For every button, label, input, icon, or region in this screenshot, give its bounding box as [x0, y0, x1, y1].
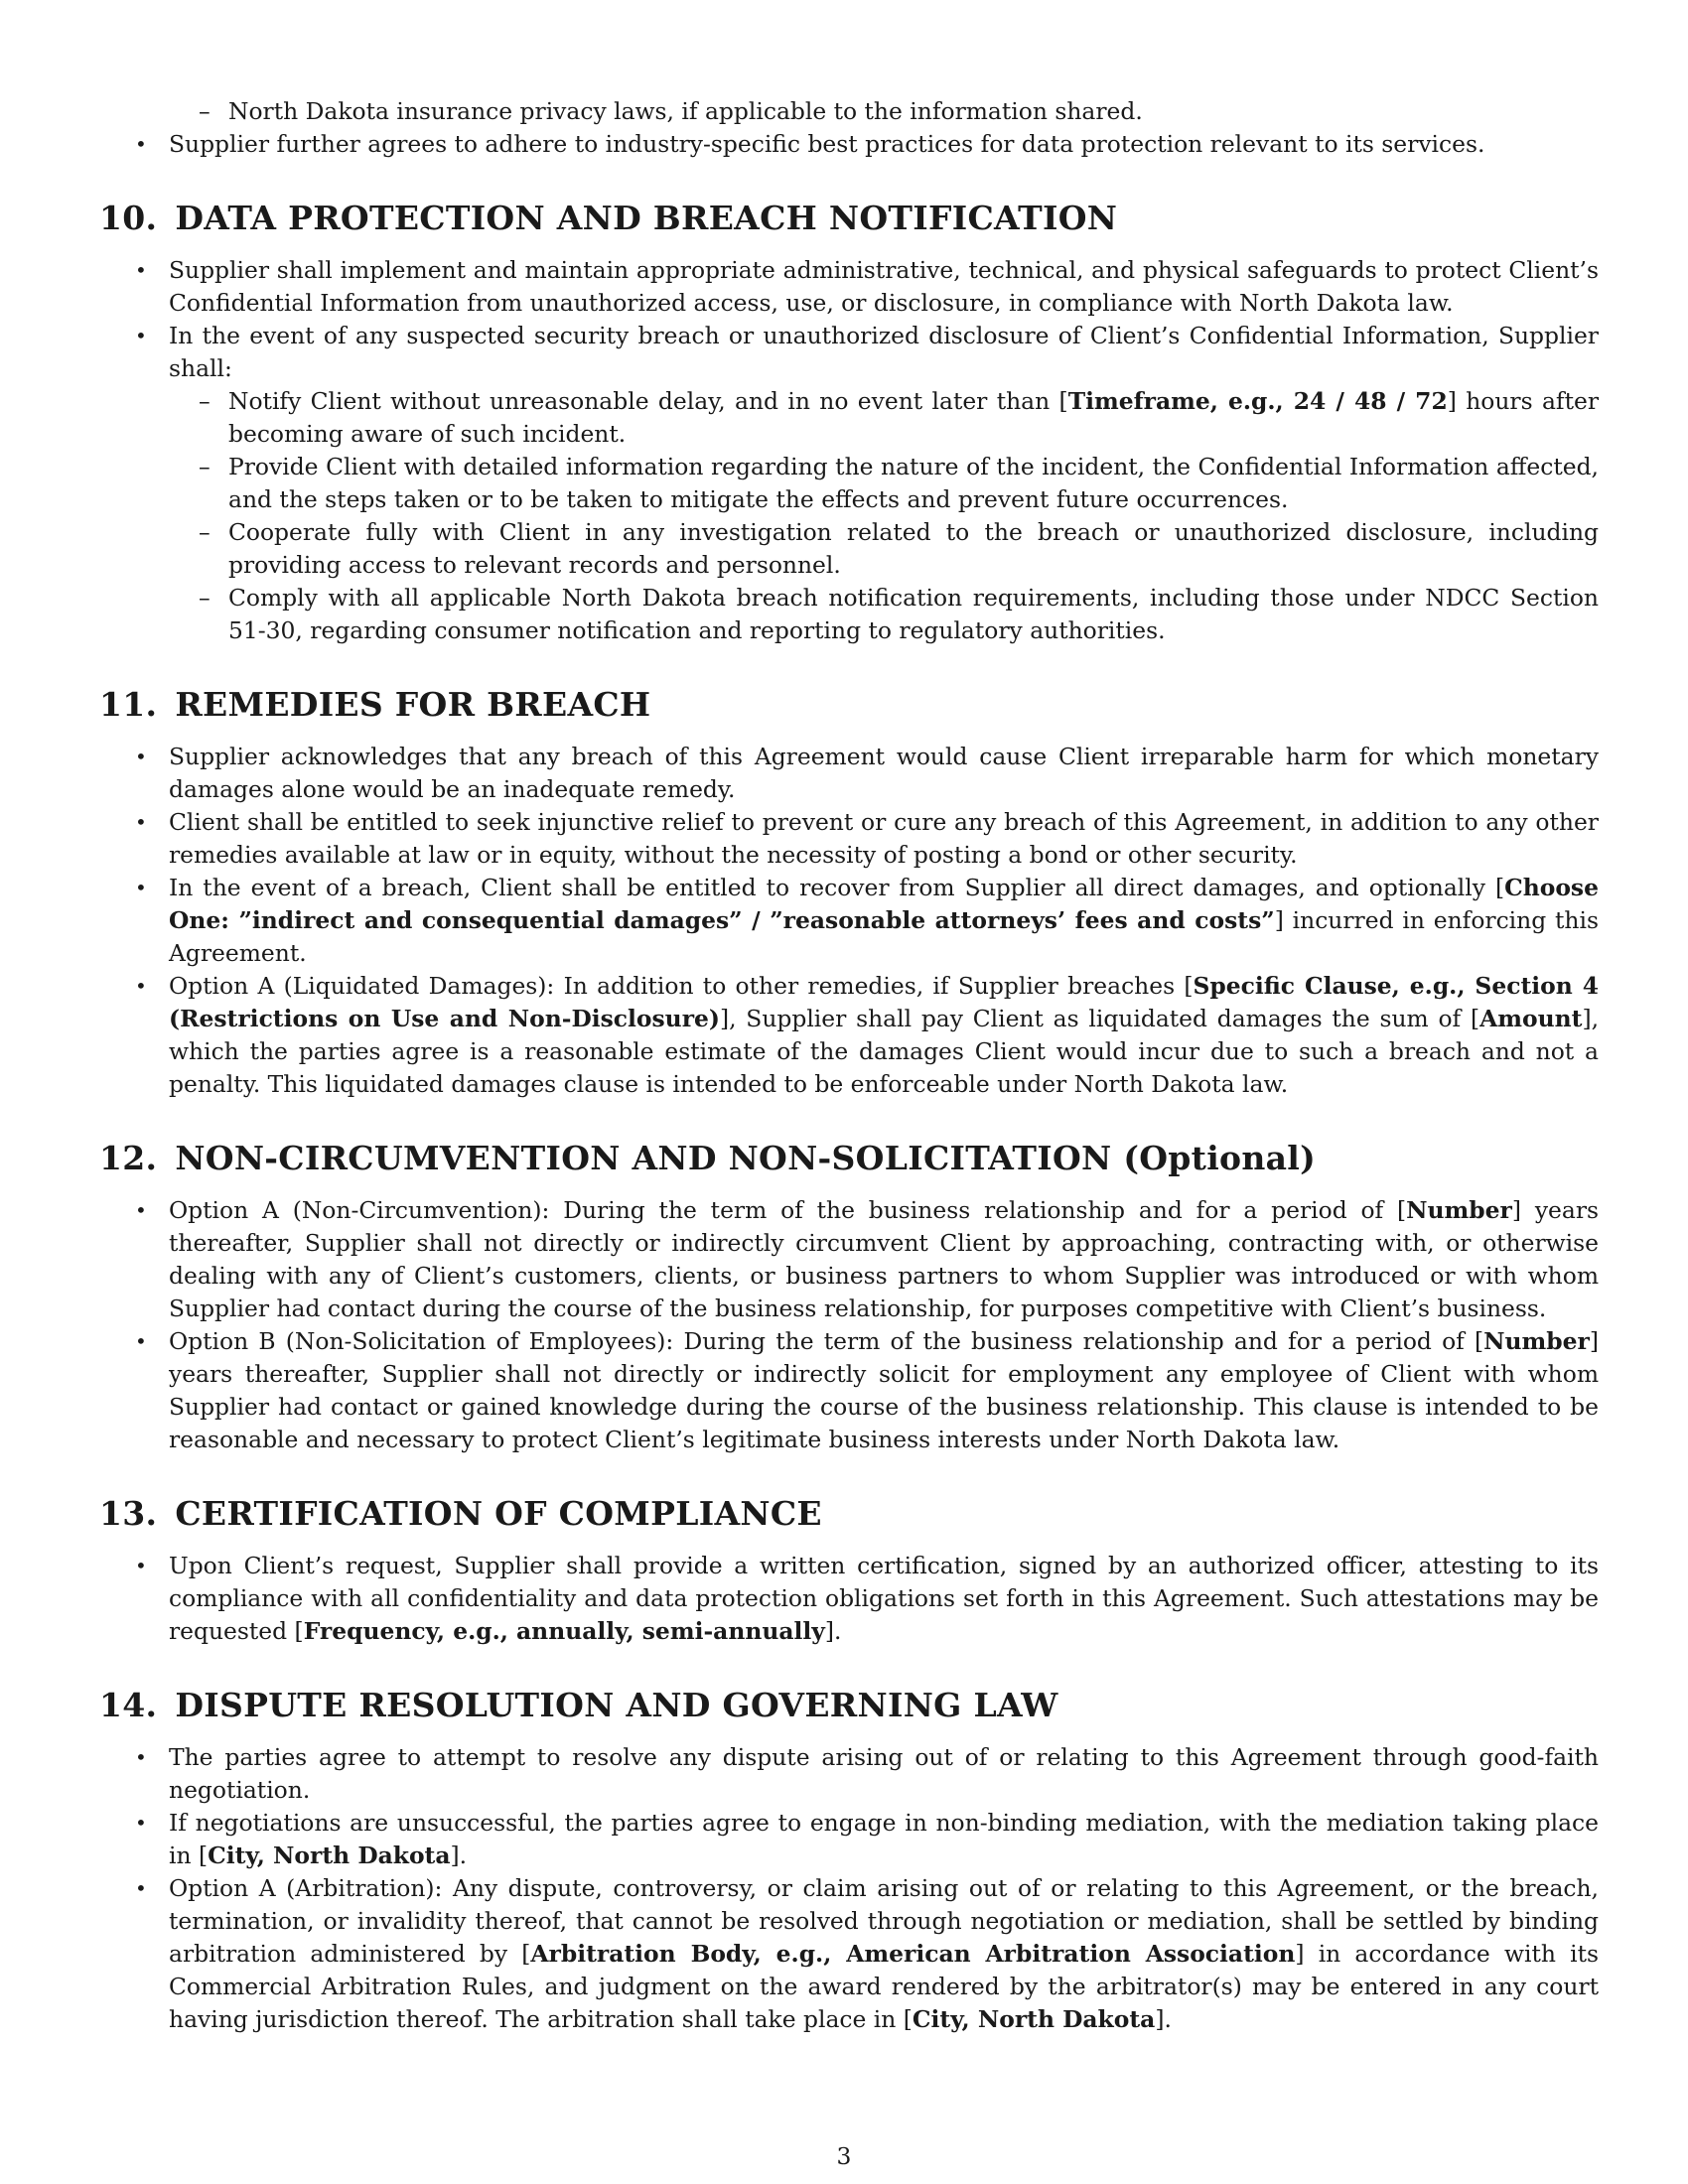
list-item: • Option B (Non-Solicitation of Employees): During the term of the business relationship and for a period of [Number] years thereafter, Supplier shall not directly or indirectly solicit for employment any employee of Client with whom Supplier had contact or gained knowledge during the course of the business relationship. This clause is intended to be reasonable and necessary to protect Client’s legitimate business interests under North Dakota law.: [99, 1325, 1599, 1456]
section-14-list: [99, 1741, 1599, 2036]
section-heading-11: 11. REMEDIES FOR BREACH: [99, 685, 651, 724]
list-item: • Option A (Non-Circumvention): During the term of the business relationship and for a period of [Number] years thereafter, Supplier shall not directly or indirectly circumvent Client by approaching, contracting with, or otherwise dealing with any of Client’s customers, clients, or business partners to whom Supplier was introduced or with whom Supplier had contact during the course of the business relationship, for purposes competitive with Client’s business.: [99, 1194, 1599, 1325]
list-item: • In the event of a breach, Client shall be entitled to recover from Supplier all direct damages, and optionally [Choose One: ”indirect and consequential damages” / ”reasonable attorneys’ fees and costs”] incurred in enforcing this Agreement.: [99, 872, 1599, 970]
list-item: – Comply with all applicable North Dakota breach notification requirements, including those under NDCC Section 51-30, regarding consumer notification and reporting to regulatory authorities.: [99, 582, 1599, 647]
list-item: – Cooperate fully with Client in any investigation related to the breach or unauthorized disclosure, including providing access to relevant records and personnel.: [99, 516, 1599, 582]
section-heading-12: 12. NON-CIRCUMVENTION AND NON-SOLICITATION (Optional): [99, 1139, 1317, 1177]
intro-list: [99, 95, 1599, 161]
document-page: [99, 95, 1599, 2036]
list-item: • Option A (Liquidated Damages): In addition to other remedies, if Supplier breaches [Specific Clause, e.g., Section 4 (Restrictions on Use and Non-Disclosure)], Supplier shall pay Client as liquidated damages the sum of [Amount], which the parties agree is a reasonable estimate of the damages Client would incur due to such a breach and not a penalty. This liquidated damages clause is intended to be enforceable under North Dakota law.: [99, 970, 1599, 1101]
list-item: • If negotiations are unsuccessful, the parties agree to engage in non-binding mediation, with the mediation taking place in [City, North Dakota].: [99, 1807, 1599, 1872]
list-item: • In the event of any suspected security breach or unauthorized disclosure of Client’s Confidential Information, Supplier shall:: [99, 320, 1599, 385]
section-heading-13: 13. CERTIFICATION OF COMPLIANCE: [99, 1494, 822, 1533]
list-item: • Supplier further agrees to adhere to industry-specific best practices for data protection relevant to its services.: [99, 128, 1599, 161]
page-number: 3: [836, 2142, 852, 2170]
section-12-list: [99, 1194, 1599, 1456]
section-heading-10: 10. DATA PROTECTION AND BREACH NOTIFICATION: [99, 199, 1118, 237]
list-item: • Supplier shall implement and maintain appropriate administrative, technical, and physical safeguards to protect Client’s Confidential Information from unauthorized access, use, or disclosure, in compliance with North Dakota law.: [99, 254, 1599, 320]
section-10-list: [99, 254, 1599, 647]
list-item: • Client shall be entitled to seek injunctive relief to prevent or cure any breach of this Agreement, in addition to any other remedies available at law or in equity, without the necessity of posting a bond or other security.: [99, 806, 1599, 872]
list-item: – North Dakota insurance privacy laws, if applicable to the information shared.: [99, 95, 1599, 128]
list-item: • The parties agree to attempt to resolve any dispute arising out of or relating to this Agreement through good-faith negotiation.: [99, 1741, 1599, 1807]
section-11-list: [99, 741, 1599, 1101]
list-item: • Option A (Arbitration): Any dispute, controversy, or claim arising out of or relating to this Agreement, or the breach, termination, or invalidity thereof, that cannot be resolved through negotiation or mediation, shall be settled by binding arbitration administered by [Arbitration Body, e.g., American Arbitration Association] in accordance with its Commercial Arbitration Rules, and judgment on the award rendered by the arbitrator(s) may be entered in any court having jurisdiction thereof. The arbitration shall take place in [City, North Dakota].: [99, 1872, 1599, 2036]
list-item: – Provide Client with detailed information regarding the nature of the incident, the Confidential Information affected, and the steps taken or to be taken to mitigate the effects and prevent future occurrences.: [99, 451, 1599, 516]
list-item: • Supplier acknowledges that any breach of this Agreement would cause Client irreparable harm for which monetary damages alone would be an inadequate remedy.: [99, 741, 1599, 806]
section-heading-14: 14. DISPUTE RESOLUTION AND GOVERNING LAW: [99, 1686, 1058, 1724]
section-13-list: [99, 1550, 1599, 1648]
list-item: – Notify Client without unreasonable delay, and in no event later than [Timeframe, e.g., 24 / 48 / 72] hours after becoming aware of such incident.: [99, 385, 1599, 451]
list-item: • Upon Client’s request, Supplier shall provide a written certification, signed by an authorized officer, attesting to its compliance with all confidentiality and data protection obligations set forth in this Agreement. Such attestations may be requested [Frequency, e.g., annually, semi-annually].: [99, 1550, 1599, 1648]
